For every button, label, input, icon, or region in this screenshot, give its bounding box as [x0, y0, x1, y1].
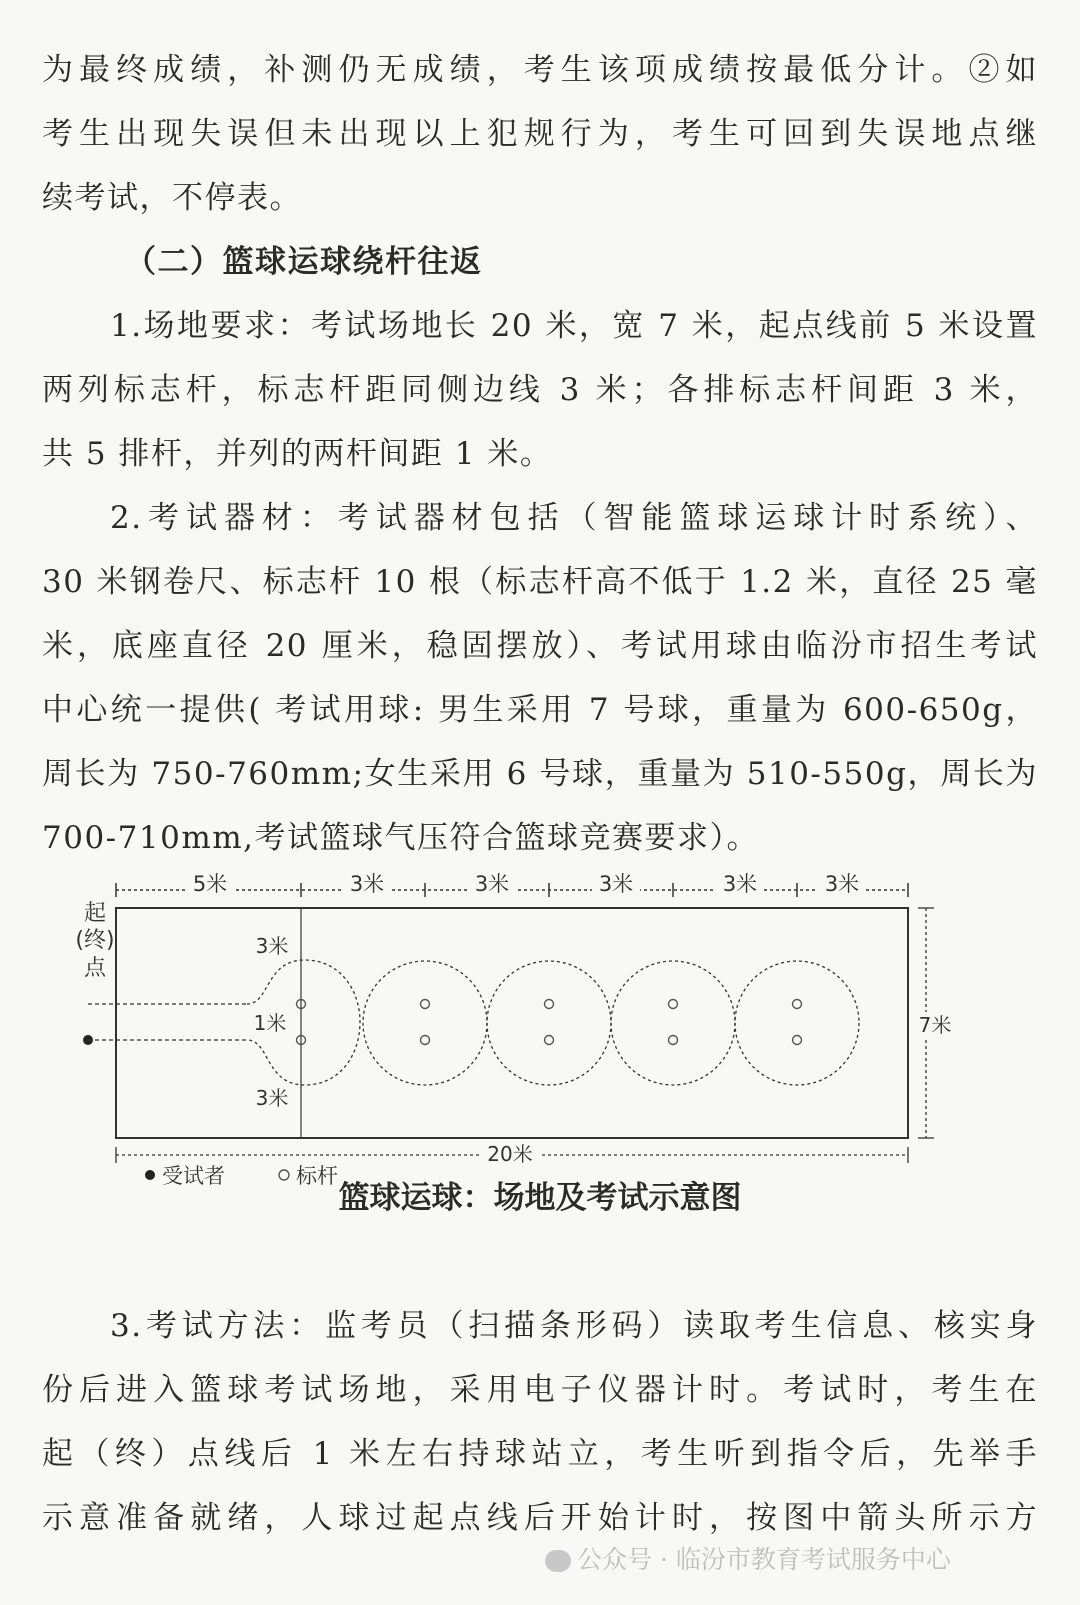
pole-marker	[545, 1036, 554, 1045]
left-label: 1米	[253, 1011, 287, 1035]
text-line: 米，底座直径 20 厘米，稳固摆放）、考试用球由临汾市招生考试	[42, 628, 1038, 664]
text-line: 中心统一提供( 考试用球: 男生采用 7 号球，重量为 600-650g，	[42, 692, 1038, 728]
text-line: 示意准备就绪，人球过起点线后开始计时，按图中箭头所示方	[42, 1500, 1038, 1536]
text-line: 为最终成绩，补测仍无成绩，考生该项成绩按最低分计。②如	[42, 52, 1038, 88]
pole-marker	[421, 1000, 430, 1009]
dribble-circle	[611, 961, 735, 1085]
text-line: 两列标志杆，标志杆距同侧边线 3 米；各排标志杆间距 3 米，	[42, 372, 1038, 408]
text-line: 2.考试器材：考试器材包括（智能篮球运球计时系统）、	[110, 500, 1038, 536]
top-label: 3米	[722, 872, 758, 896]
text-line: 30 米钢卷尺、标志杆 10 根（标志杆高不低于 1.2 米，直径 25 毫	[42, 564, 1038, 600]
legend-examinee: 受试者	[162, 1164, 225, 1188]
wechat-icon	[545, 1550, 571, 1572]
top-label: 3米	[349, 872, 385, 896]
poles	[297, 1000, 802, 1045]
top-label: 3米	[474, 872, 510, 896]
start-label: 点	[83, 956, 107, 981]
text-line: 700-710mm,考试篮球气压符合篮球竞赛要求）。	[42, 820, 759, 856]
text-line: 续考试，不停表。	[42, 180, 302, 216]
top-label: 3米	[598, 872, 634, 896]
bottom-label: 20米	[487, 1142, 533, 1166]
diagram-caption: 篮球运球：场地及考试示意图	[338, 1180, 742, 1216]
left-label: 3米	[255, 934, 289, 958]
pole-marker	[669, 1000, 678, 1009]
court-boundary	[116, 908, 908, 1138]
pole-marker	[669, 1036, 678, 1045]
top-label: 3米	[824, 872, 860, 896]
pole-marker	[421, 1036, 430, 1045]
dribble-circle	[487, 961, 611, 1085]
pole-marker	[793, 1000, 802, 1009]
legend-pole: 标杆	[296, 1164, 338, 1188]
dribble-circle	[363, 961, 487, 1085]
text-line: 份后进入篮球考试场地，采用电子仪器计时。考试时，考生在	[42, 1372, 1038, 1408]
court-diagram	[0, 865, 1080, 1195]
text-line: 1.场地要求：考试场地长 20 米，宽 7 米，起点线前 5 米设置	[110, 308, 1038, 344]
left-label: 3米	[255, 1086, 289, 1110]
start-label: 起	[83, 901, 107, 926]
watermark-text: 公众号 · 临汾市教育考试服务中心	[577, 1545, 951, 1574]
pole-marker	[793, 1036, 802, 1045]
top-label: 5米	[192, 872, 228, 896]
dribble-circle	[735, 961, 859, 1085]
text-line: 3.考试方法：监考员（扫描条形码）读取考生信息、核实身	[110, 1308, 1038, 1344]
section-heading: （二）篮球运球绕杆往返	[125, 244, 483, 280]
text-line: 共 5 排杆，并列的两杆间距 1 米。	[42, 436, 553, 472]
text-line: 周长为 750-760mm;女生采用 6 号球，重量为 510-550g，周长为	[42, 756, 1038, 792]
text-line: 起（终）点线后 1 米左右持球站立，考生听到指令后，先举手	[42, 1436, 1038, 1472]
watermark	[545, 1540, 951, 1580]
text-line: 考生出现失误但未出现以上犯规行为，考生可回到失误地点继	[42, 116, 1038, 152]
start-label: (终)	[75, 928, 115, 953]
pole-marker	[545, 1000, 554, 1009]
right-label: 7米	[918, 1013, 952, 1037]
